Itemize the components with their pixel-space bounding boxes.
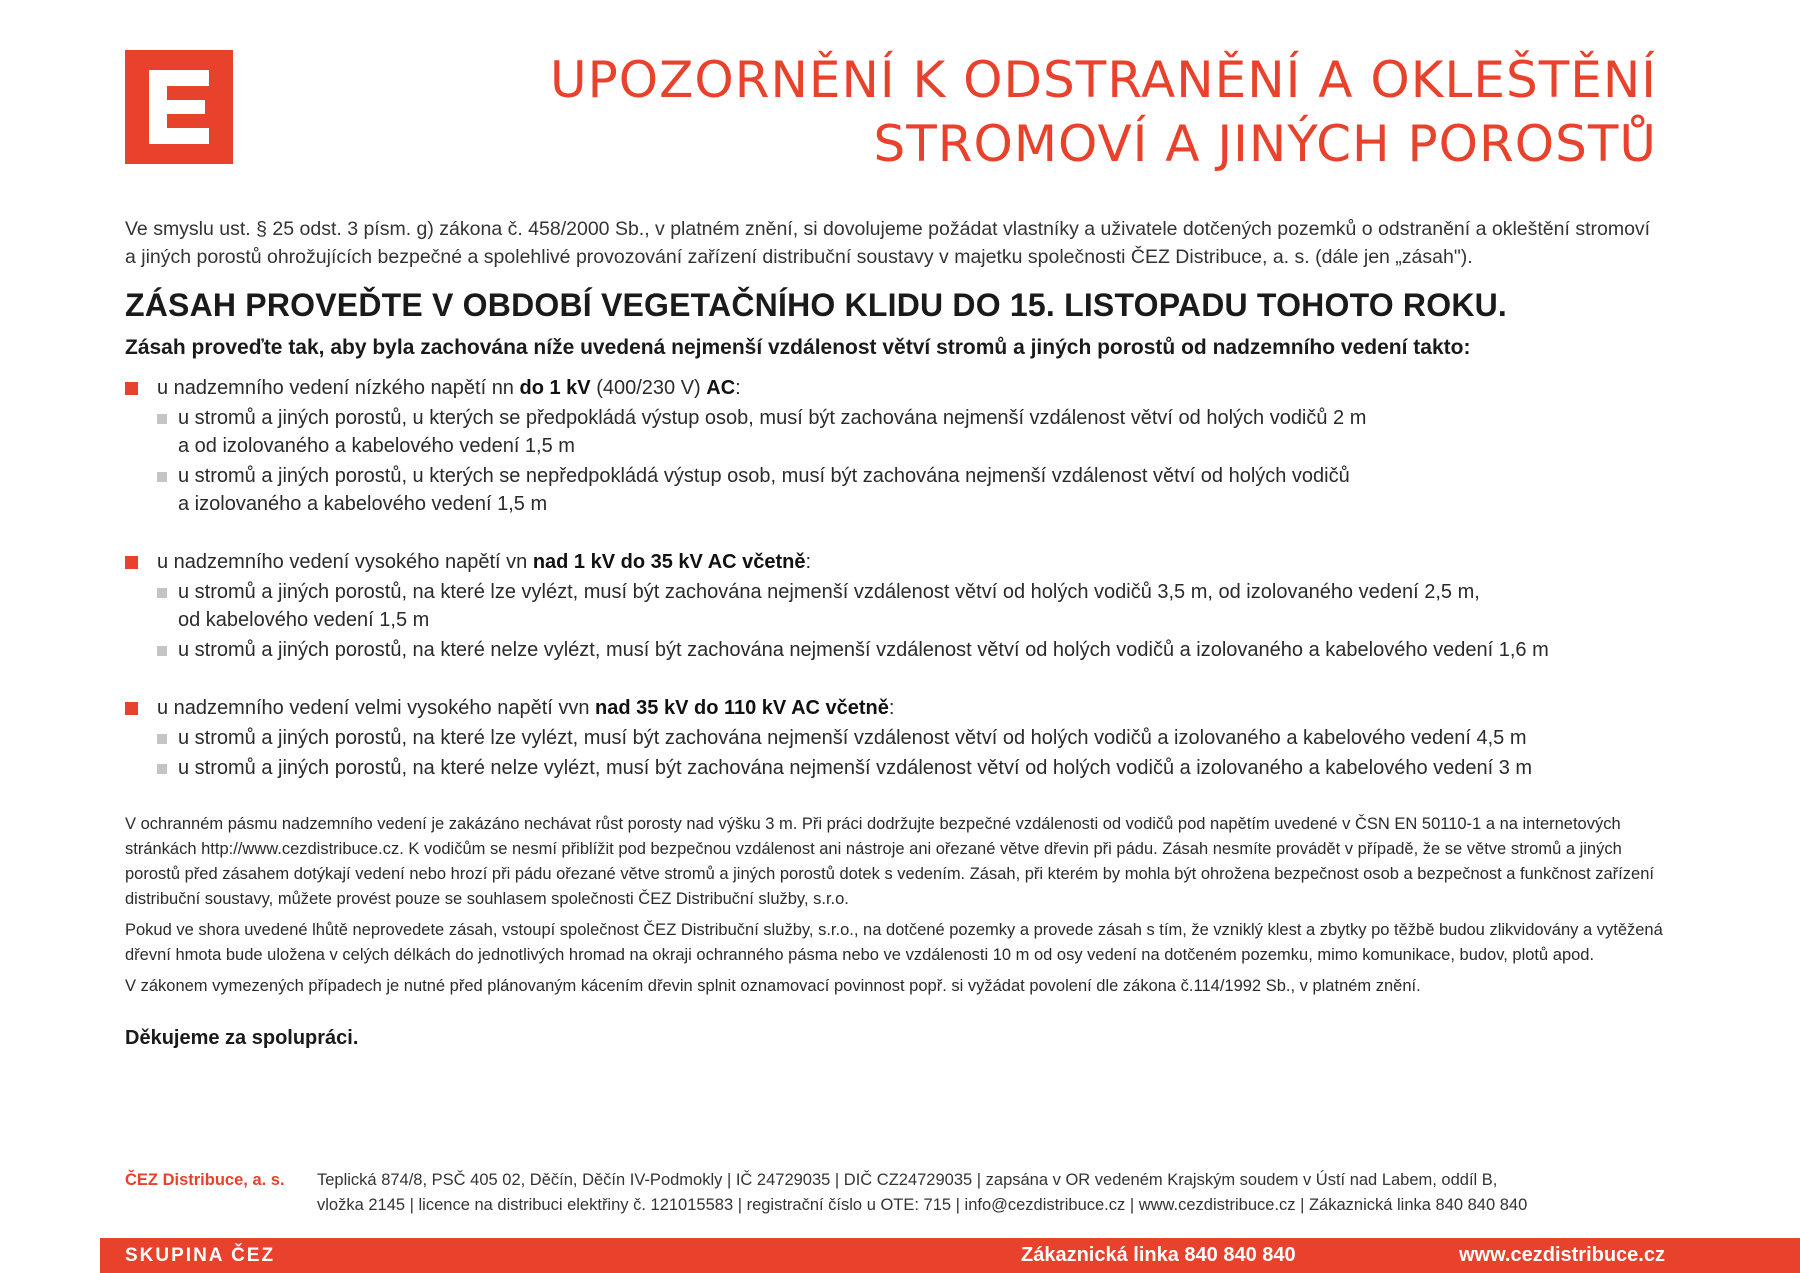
list-item: u stromů a jiných porostů, u kterých se nepředpokládá výstup osob, musí být zachována nejmenší vzdálenost větví od holých vodičů a izolovaného a kabelového vedení 1,5 m [125, 462, 1665, 518]
group-title: u nadzemního vedení vysokého napětí vn nad 1 kV do 35 kV AC včetně: [125, 548, 1665, 576]
group-name: SKUPINA ČEZ [125, 1245, 276, 1266]
company-address-line-1: Teplická 874/8, PSČ 405 02, Děčín, Děčín IV-Podmokly | IČ 24729035 | DIČ CZ24729035 | zapsána v OR vedeném Krajským soudem v Ústí nad Labem, oddíl B, [317, 1171, 1498, 1189]
subheadline: Zásah proveďte tak, aby byla zachována níže uvedená nejmenší vzdálenost větví stromů a jiných porostů od nadzemního vedení takto: [125, 336, 1471, 359]
page-title [550, 48, 1657, 176]
intro-paragraph: Ve smyslu ust. § 25 odst. 3 písm. g) zákona č. 458/2000 Sb., v platném znění, si dovolujeme požádat vlastníky a uživatele dotčených pozemků o odstranění a okleštění stromoví a jiných porostů ohrožujících bezpečné a spolehlivé provozování zařízení distribuční soustavy v majetku společnosti ČEZ Distribuce, a. s. (dále jen „zásah"). [125, 218, 1651, 268]
note-legal: V zákonem vymezených případech je nutné před plánovaným kácením dřevin splnit oznamovací povinnost popř. si vyžádat povolení dle zákona č.114/1992 Sb., v platném znění. [125, 977, 1421, 995]
website-link[interactable]: www.cezdistribuce.cz [1459, 1244, 1665, 1266]
list-item: u stromů a jiných porostů, na které lze vylézt, musí být zachována nejmenší vzdálenost větví od holých vodičů a izolovaného a kabelového vedení 4,5 m [125, 724, 1665, 752]
cez-logo [125, 50, 233, 164]
list-item: u stromů a jiných porostů, na které lze vylézt, musí být zachována nejmenší vzdálenost větví od holých vodičů 3,5 m, od izolovaného vedení 2,5 m, od kabelového vedení 1,5 m [125, 578, 1665, 634]
note-deadline: Pokud ve shora uvedené lhůtě neprovedete zásah, vstoupí společnost ČEZ Distribuční služby, s.r.o., na dotčené pozemky a provede zásah s tím, že vzniklý klest a zbytky po těžbě budou zlikvidovány a vytěžená dřevní hmota bude uložena v celých délkách do jednotlivých hromad na okraji ochranného pásma nebo ve vzdálenosti 10 m od osy vedení na dotčeném pozemku, mimo komunikace, budov, plotů apod. [125, 921, 1663, 964]
headline: ZÁSAH PROVEĎTE V OBDOBÍ VEGETAČNÍHO KLIDU DO 15. LISTOPADU TOHOTO ROKU. [125, 287, 1508, 323]
list-item: u stromů a jiných porostů, na které nelze vylézt, musí být zachována nejmenší vzdálenost větví od holých vodičů a izolovaného a kabelového vedení 3 m [125, 754, 1665, 782]
voltage-group-vn [125, 548, 1665, 664]
company-address [317, 1168, 1665, 1218]
voltage-group-nn [125, 374, 1665, 518]
group-title: u nadzemního vedení velmi vysokého napětí vvn nad 35 kV do 110 kV AC včetně: [125, 694, 1665, 722]
cez-logo-mark-icon [125, 50, 233, 164]
voltage-group-vvn [125, 694, 1665, 782]
footer-bar [100, 1238, 1800, 1273]
company-name: ČEZ Distribuce, a. s. [125, 1171, 285, 1189]
list-item: u stromů a jiných porostů, na které nelze vylézt, musí být zachována nejmenší vzdálenost větví od holých vodičů a izolovaného a kabelového vedení 1,6 m [125, 636, 1665, 664]
company-address-line-2: vložka 2145 | licence na distribuci elektřiny č. 121015583 | registrační číslo u OTE: 715 | info@cezdistribuce.cz | www.cezdistribuce.cz | Zákaznická linka 840 840 840 [317, 1196, 1528, 1214]
note-protection-zone: V ochranném pásmu nadzemního vedení je zakázáno nechávat růst porosty nad výšku 3 m. Při práci dodržujte bezpečné vzdálenosti od vodičů pod napětím uvedené v ČSN EN 50110-1 a na internetových stránkách http://www.cezdistribuce.cz. K vodičům se nesmí přiblížit pod bezpečnou vzdálenost ani nástroje ani ořezané větve dřevin při pádu. Zásah nesmíte provádět v případě, že se větve stromů a jiných porostů před zásahem dotýkají vedení nebo hrozí při pádu ořezané větve stromů a jiných porostů dotek s vedením. Zásah, při kterém by mohla být ohrožena bezpečnost osob a bezpečnost a funkčnost zařízení distribuční soustavy, můžete provést pouze se souhlasem společnosti ČEZ Distribuční služby, s.r.o. [125, 815, 1654, 908]
title-line-1: UPOZORNĚNÍ K ODSTRANĚNÍ A OKLEŠTĚNÍ [550, 51, 1657, 109]
thanks-text: Děkujeme za spolupráci. [125, 1027, 359, 1049]
main-content [125, 215, 1665, 1050]
hotline: Zákaznická linka 840 840 840 [1021, 1244, 1296, 1266]
title-line-2: STROMOVÍ A JINÝCH POROSTŮ [873, 115, 1657, 173]
company-info [125, 1168, 1665, 1218]
group-title: u nadzemního vedení nízkého napětí nn do 1 kV (400/230 V) AC: [125, 374, 1665, 402]
list-item: u stromů a jiných porostů, u kterých se předpokládá výstup osob, musí být zachována nejmenší vzdálenost větví od holých vodičů 2 m a od izolovaného a kabelového vedení 1,5 m [125, 404, 1665, 460]
